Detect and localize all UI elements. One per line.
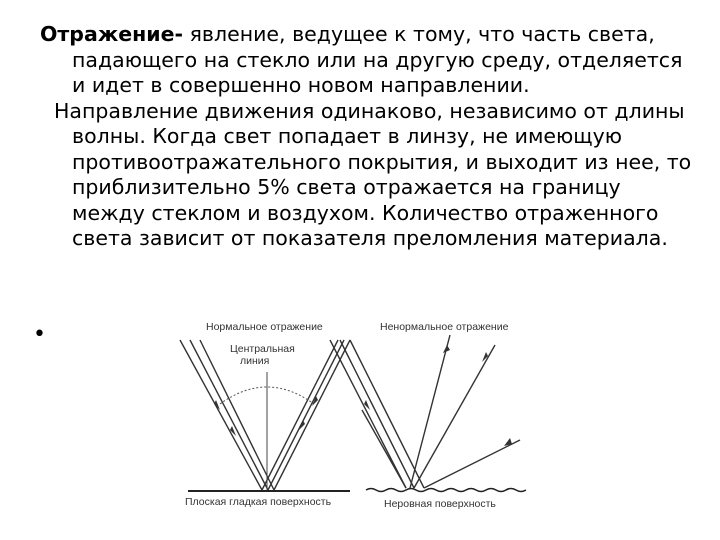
label-center-line-2: линия bbox=[240, 355, 270, 367]
label-abnormal-reflection: Ненормальное отражение bbox=[380, 321, 509, 333]
empty-bullet: • bbox=[33, 322, 46, 347]
label-flat-surface: Плоская гладкая поверхность bbox=[185, 496, 332, 508]
label-normal-reflection: Нормальное отражение bbox=[206, 321, 323, 333]
label-center-line-1: Центральная bbox=[230, 343, 295, 355]
label-rough-surface: Неровная поверхность bbox=[384, 498, 496, 510]
abnormal-reflection-rays bbox=[330, 335, 520, 488]
rough-surface-line bbox=[366, 489, 526, 492]
term-reflection: Отражение- bbox=[40, 22, 184, 46]
definition-text: явление, ведущее к тому, что часть света, падающего на стекло или на другую среду, отделяется и идет в совершенно новом направлении. bbox=[72, 22, 683, 97]
direction-paragraph: Направление движения одинаково, независимо от длины волны. Когда свет попадает в линзу, не имеющую противоотражательного покрытия, и выходит из нее, то приблизительно 5% света отражается на границу между стеклом и воздухом. Количество отраженного света зависит от показателя преломления материала. bbox=[54, 98, 692, 250]
